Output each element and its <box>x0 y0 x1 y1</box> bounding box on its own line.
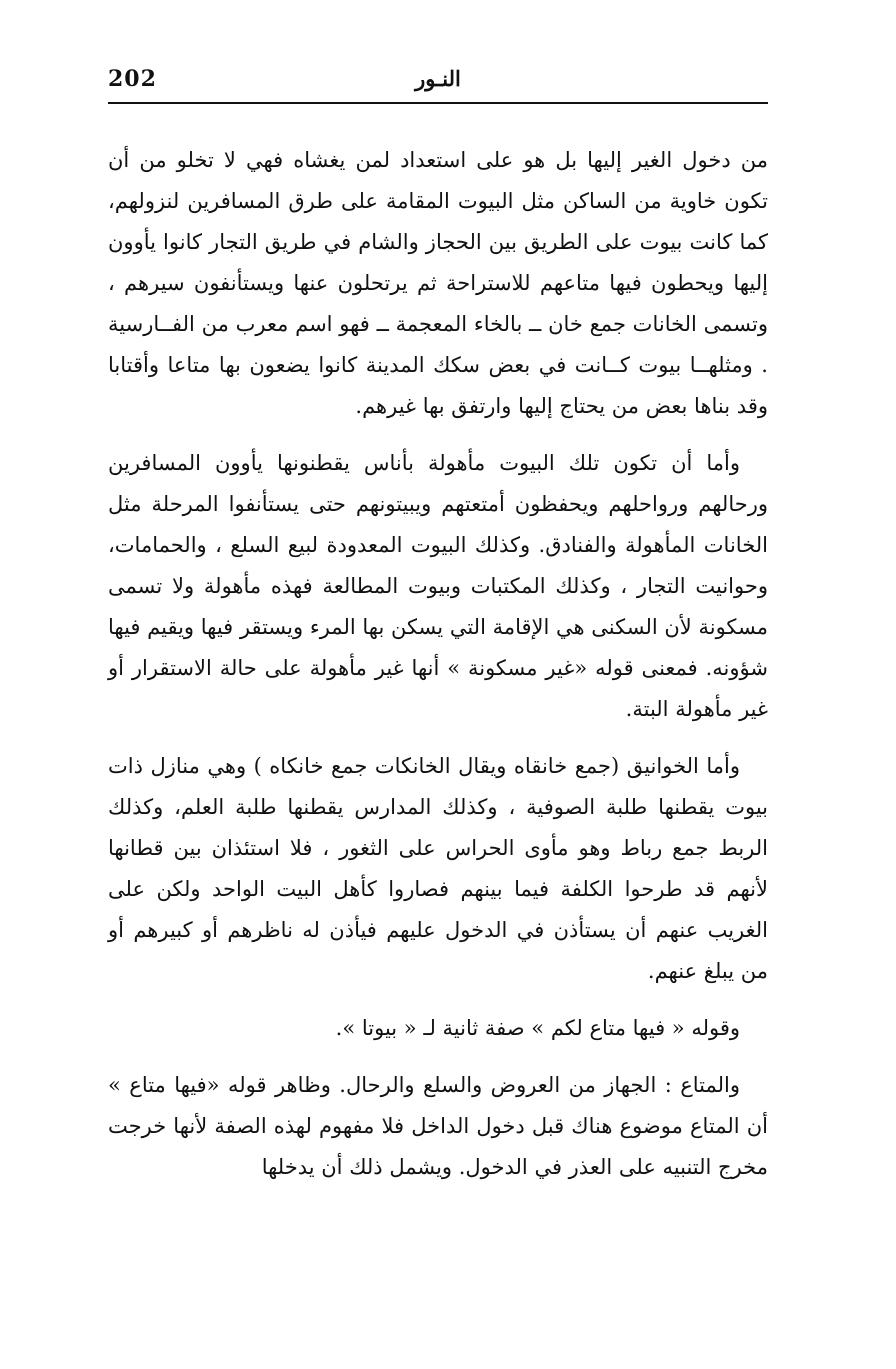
book-page <box>108 60 768 1179</box>
paragraph-5: والمتاع : الجهاز من العروض والسلع والرحال. وظاهر قوله «فيها متاع » أن المتاع موضوع هناك قبل دخول الداخل فلا مفهوم لهذه الصفة لأنها خرجت مخرج التنبيه على العذر في الدخول. ويشمل ذلك أن يدخلها <box>108 1073 768 1179</box>
running-title: النـور <box>415 66 461 91</box>
paragraph-4: وقوله « فيها متاع لكم » صفة ثانية لـ « بيوتا ». <box>335 1016 740 1040</box>
page-number: 202 <box>108 66 157 92</box>
paragraph-3: وأما الخوانيق (جمع خانقاه ويقال الخانكات جمع خانكاه ) وهي منازل ذات بيوت يقطنها طلبة الصوفية ، وكذلك المدارس يقطنها طلبة العلم، وكذلك الربط جمع رباط وهو مأوى الحراس على الثغور ، فلا استئذان بين قطانها لأنهم قد طرحوا الكلفة فيما بينهم فصاروا كأهل البيت الواحد ولكن على الغريب عنهم أن يستأذن في الدخول عليهم فيأذن له ناظرهم أو كبيرهم أو من يبلغ عنهم. <box>108 754 768 983</box>
paragraph-2: وأما أن تكون تلك البيوت مأهولة بأناس يقطنونها يأوون المسافرين ورحالهم ورواحلهم ويحفظون أمتعتهم ويبيتونهم حتى يستأنفوا المرحلة مثل الخانات المأهولة والفنادق. وكذلك البيوت المعدودة لبيع السلع ، والحمامات، وحوانيت التجار ، وكذلك المكتبات وبيوت المطالعة فهذه مأهولة ولا تسمى مسكونة لأن السكنى هي الإقامة التي يسكن بها المرء ويستقر فيها ويقيم فيها شؤونه. فمعنى قوله «غير مسكونة » أنها غير مأهولة على حالة الاستقرار أو غير مأهولة البتة. <box>108 451 768 721</box>
paragraph-1: من دخول الغير إليها بل هو على استعداد لمن يغشاه فهي لا تخلو من أن تكون خاوية من الساكن مثل البيوت المقامة على طرق المسافرين لنزولهم، كما كانت بيوت على الطريق بين الحجاز والشام في طريق التجار كانوا يأوون إليها ويحطون فيها متاعهم للاستراحة ثم يرتحلون عنها ويستأنفون سيرهم ، وتسمى الخانات جمع خان ــ بالخاء المعجمة ــ فهو اسم معرب من الفــارسية . ومثلهــا بيوت كــانت في بعض سكك المدينة كانوا يضعون بها متاعا وأقتابا وقد بناها بعض من يحتاج إليها وارتفق بها غيرهم. <box>108 148 768 418</box>
body-text <box>108 140 768 1188</box>
page-header <box>108 60 768 100</box>
header-rule <box>108 102 768 104</box>
